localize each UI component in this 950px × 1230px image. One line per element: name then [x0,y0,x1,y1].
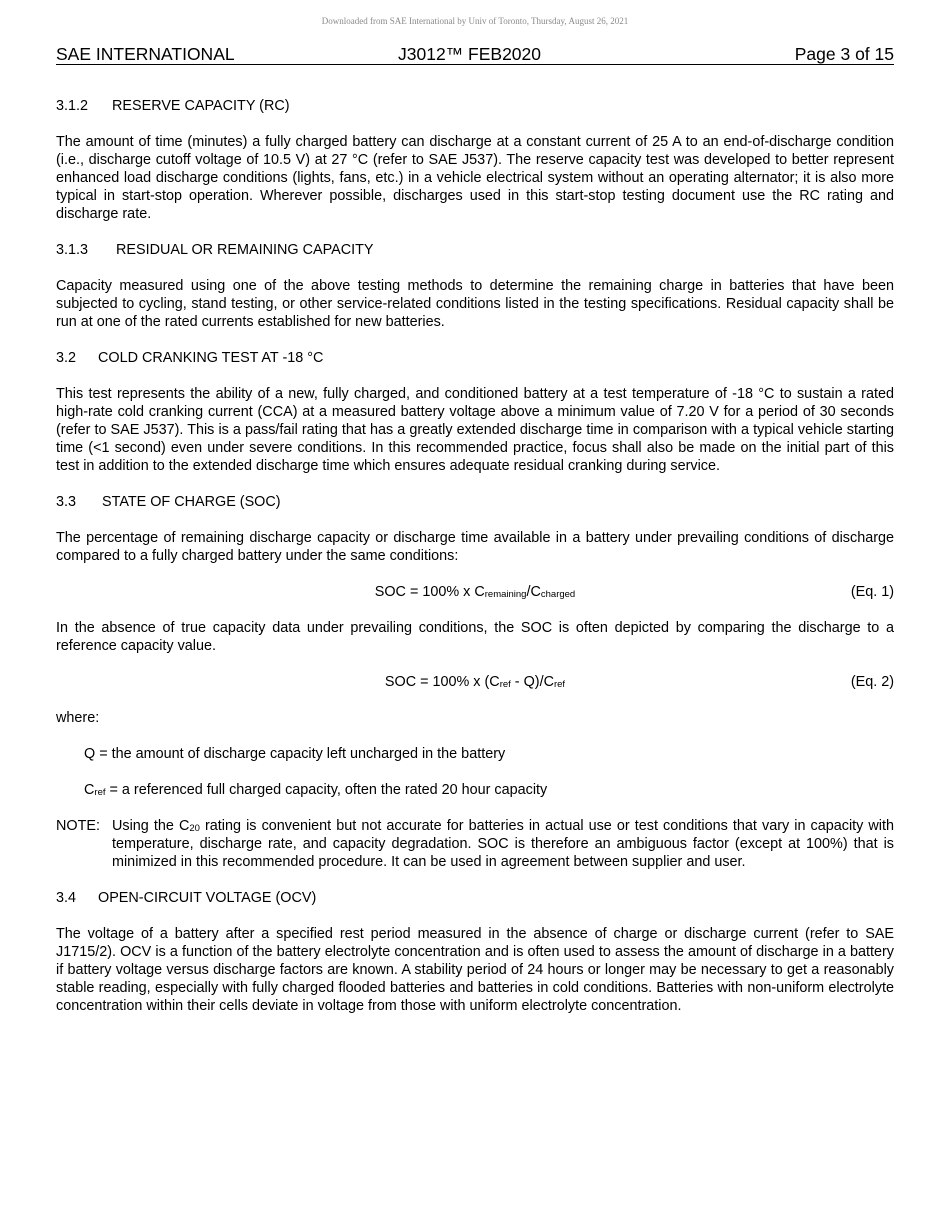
equation-1-label: (Eq. 1) [850,584,894,600]
where-label: where: [56,710,100,726]
section-title: RESERVE CAPACITY (RC) [112,98,290,114]
section-3-4-paragraph: The voltage of a battery after a specified rest period measured in the absence of charge or discharge current (refer to SAE J1715/2). OCV is a function of the battery electrolyte concentration and is often used to assess the amount of discharge in a battery if battery voltage versus discharge factors are known. A stability period of 24 hours or longer may be necessary to get a reasonably stable reading, especially with fully charged flooded batteries and batteries in cold conditions. Batteries with non-uniform electrolyte concentration within their cells deviate in voltage from those with uniform electrolyte concentration. [56,926,894,1014]
section-number: 3.3 [56,494,77,510]
note-tag: NOTE: [56,818,100,834]
section-3-3-heading [56,493,894,511]
definition-cref: $C_{ref} = a$ referenced full charged capacity, often the rated 20 hour capacity [84,782,548,798]
section-number: 3.1.2 [56,98,89,114]
section-3-3-paragraph-2: In the absence of true capacity data under prevailing conditions, the SOC is often depicted by comparing the discharge to a reference capacity value. [56,620,894,654]
section-title: OPEN-CIRCUIT VOLTAGE (OCV) [98,890,317,906]
equation-2-expression: SOC = 100% x $(C_{ref} - Q)/C_{ref}$ [384,674,566,690]
page-header [56,44,894,65]
header-org: SAE INTERNATIONAL [56,44,235,64]
header-doc-id: J3012™ FEB2020 [398,44,542,64]
section-3-2-heading [56,349,894,367]
section-title: STATE OF CHARGE (SOC) [102,494,281,510]
section-3-1-2-paragraph: The amount of time (minutes) a fully charged battery can discharge at a constant current of 25 A to an end-of-discharge condition (i.e., discharge cutoff voltage of 10.5 V) at 27 °C (refer to SAE J537). The reserve capacity test was developed to better represent enhanced load discharge conditions (lights, fans, etc.) in a vehicle electrical system without an operating alternator; it is also more typical in start-stop operation. Wherever possible, discharges used in this start-stop testing document use the RC rating and discharge rate. [56,134,894,222]
section-3-1-3-heading [56,241,894,259]
equation-2-label: (Eq. 2) [850,674,894,690]
section-3-2-paragraph: This test represents the ability of a new, fully charged, and conditioned battery at a test temperature of -18 °C to sustain a rated high-rate cold cranking current (CCA) at a measured battery voltage above a minimum value of 7.20 V for a period of 30 seconds (refer to SAE J537). This is a pass/fail rating that has a greatly extended discharge time in comparison with a typical vehicle starting time (<1 second) even under severe conditions. In this recommended practice, focus shall also be made on the initial part of this test in addition to the extended discharge time which ensures adequate residual cranking during service. [56,386,894,474]
section-number: 3.1.3 [56,242,89,258]
section-3-1-2-heading [56,97,894,115]
note-text: Using the $C_{20}$ rating is convenient but not accurate for batteries in actual use or test conditions that vary in capacity with temperature, discharge rate, and capacity degradation. SOC is therefore an ambiguous factor (except at 100%) that is minimized in this recommended procedure. It can be used in agreement between supplier and user. [112,818,894,870]
note-block [56,817,894,871]
definition-q: Q = the amount of discharge capacity left uncharged in the battery [84,746,506,762]
section-3-1-3-paragraph: Capacity measured using one of the above testing methods to determine the remaining charge in batteries that have been subjected to cycling, stand testing, or other service-related conditions listed in the testing specifications. Residual capacity shall be run at one of the rated currents established for new batteries. [56,278,894,330]
section-3-3-paragraph-1: The percentage of remaining discharge capacity or discharge time available in a battery under prevailing conditions of discharge compared to a fully charged battery under the same conditions: [56,530,894,564]
equation-1 [56,583,894,601]
section-title: RESIDUAL OR REMAINING CAPACITY [116,242,374,258]
section-3-4-heading [56,889,894,907]
equation-2 [56,673,894,691]
section-number: 3.4 [56,890,77,906]
download-watermark: Downloaded from SAE International by Univ of Toronto, Thursday, August 26, 2021 [321,16,629,26]
section-number: 3.2 [56,350,77,366]
document-body [56,97,894,1015]
section-title: COLD CRANKING TEST AT -18 °C [98,350,324,366]
header-page-number: Page 3 of 15 [794,44,894,64]
equation-1-expression: SOC = 100% x $C_{remaining}/C_{charged}$ [374,584,576,600]
